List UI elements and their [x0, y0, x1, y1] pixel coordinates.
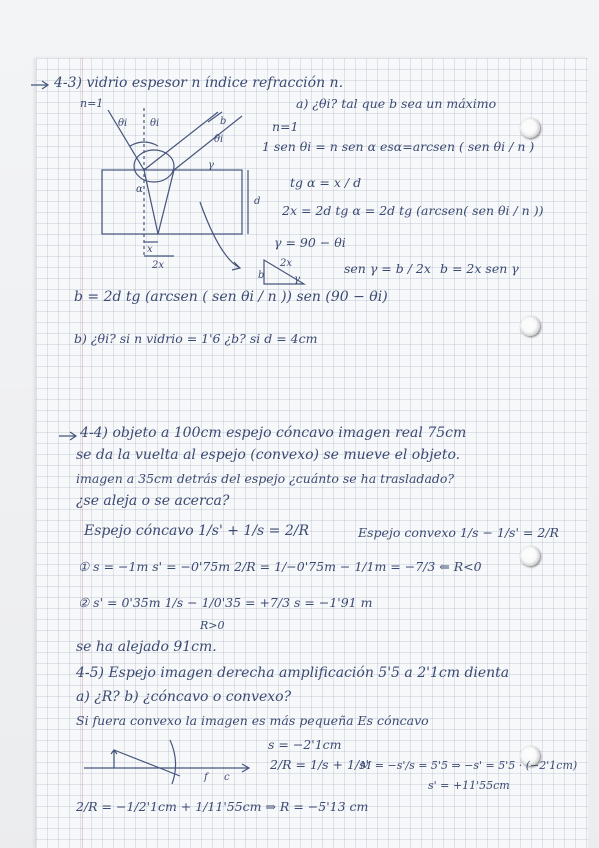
problem-44-result: se ha alejado 91cm.: [76, 639, 217, 655]
focus-label: f: [204, 772, 208, 783]
problem-44-line-2: se da la vuelta al espejo (convexo) se mueve el objeto.: [76, 447, 461, 463]
theta-i-label-exit: θi: [214, 134, 224, 145]
tri-b-label: b: [258, 270, 265, 281]
two-x-eq: 2x = 2d tg α = 2d tg (arcsen( sen θi / n )): [282, 203, 544, 218]
problem-45-line-1: 4-5) Espejo imagen derecha amplificación 5'5 a 2'1cm dienta: [76, 665, 510, 681]
mirror-equation: 2/R = 1/s + 1/s': [270, 757, 370, 772]
alpha-label: α: [136, 184, 143, 195]
d-label: d: [254, 196, 261, 207]
b-formula: b = 2x sen γ: [440, 261, 519, 276]
incoming-ray: [114, 750, 180, 776]
theta-i-label-left: θi: [118, 118, 128, 129]
s-prime-value: s' = +11'55cm: [428, 779, 510, 792]
problem-45-line-3: Si fuera convexo la imagen es más pequeña Es cóncavo: [76, 713, 429, 728]
curved-mirror: [170, 740, 176, 784]
step-2: ② s' = 0'35m 1/s − 1/0'35 = +7/3 s = −1'91 m: [78, 595, 373, 610]
n-label: n=1: [80, 97, 104, 110]
problem-44-line-1: 4-4) objeto a 100cm espejo cóncavo imagen real 75cm: [80, 425, 467, 441]
gamma-eq: γ = 90 − θi: [274, 235, 346, 250]
n-one: n=1: [272, 119, 299, 134]
snell-law: 1 sen θi = n sen α esα=arcsen ( sen θi / n ): [262, 139, 535, 154]
mirror-diagram: [84, 736, 254, 786]
problem-44-line-4: ¿se aleja o se acerca?: [76, 493, 230, 509]
center-label: c: [224, 772, 230, 783]
question-b: b) ¿θi? si n vidrio = 1'6 ¿b? si d = 4cm: [74, 331, 318, 346]
r-positive: R>0: [200, 619, 225, 632]
tri-2x-label: 2x: [280, 258, 293, 269]
theta-i-label-right: θi: [150, 118, 160, 129]
convex-mirror-eq: Espejo convexo 1/s − 1/s' = 2/R: [358, 525, 559, 540]
arrow-marker-icon: [58, 431, 80, 441]
final-radius-eq: 2/R = −1/2'1cm + 1/11'55cm ⇒ R = −5'13 cm: [76, 799, 369, 814]
refracted-ray: [144, 170, 158, 234]
punch-hole: [520, 316, 540, 336]
question-a: a) ¿θi? tal que b sea un máximo: [296, 96, 497, 111]
magnification-eq: M = −s'/s = 5'5 ⇒ −s' = 5'5 · (−2'1cm): [360, 759, 578, 772]
tri-gamma-label: γ: [294, 274, 300, 285]
two-x-label: 2x: [152, 260, 165, 271]
internal-reflected-ray: [158, 170, 174, 234]
problem-44-line-3: imagen a 35cm detrás del espejo ¿cuánto se ha trasladado?: [76, 471, 455, 486]
x-label: x: [147, 244, 153, 255]
b-final-formula: b = 2d tg (arcsen ( sen θi / n )) sen (90 − θi): [74, 289, 388, 305]
step-1: ① s = −1m s' = −0'75m 2/R = 1/−0'75m − 1/1m = −7/3 ⇐ R<0: [78, 559, 482, 574]
s-value: s = −2'1cm: [268, 737, 342, 752]
highlight-circle: [134, 150, 174, 182]
concave-mirror-eq: Espejo cóncavo 1/s' + 1/s = 2/R: [84, 523, 310, 539]
tangent-eq: tg α = x / d: [290, 175, 362, 190]
sin-gamma-eq: sen γ = b / 2x: [344, 261, 431, 276]
refraction-diagram: [90, 108, 270, 288]
b-label: b: [220, 116, 227, 127]
curved-arrow: [200, 202, 240, 270]
punch-hole: [520, 118, 540, 138]
problem-43-header: 4-3) vidrio espesor n índice refracción n.: [54, 75, 344, 91]
problem-45-line-2: a) ¿R? b) ¿cóncavo o convexo?: [76, 689, 292, 705]
triangle-diagram: [258, 246, 318, 290]
punch-hole: [520, 546, 540, 566]
arrow-marker-icon: [30, 80, 52, 90]
gamma-label: γ: [208, 160, 214, 171]
